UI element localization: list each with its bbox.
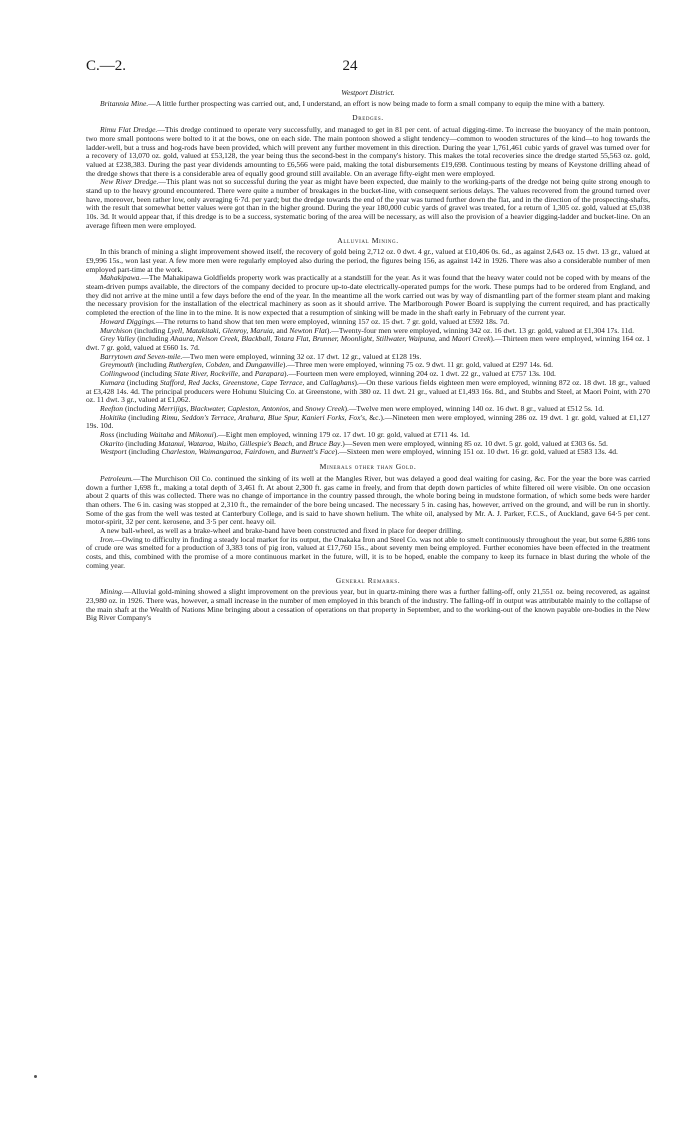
last-place-text: Newton Flat [289, 325, 327, 335]
rimu-text: —This dredge continued to operate very successfully, and managed to get in 81 per cent. of actual digging-time. To increase the buoyancy of the main pontoon, two more small pontoons were bolted to it at the bows, one on each side. The main pontoon showed a slight tendency—common to wooden structures of the kind—to hog towards the ladder-well, but a truss and hog-rods have been provided, which will prevent any further movement in this direction. During the year 1,761,461 cubic yards of gravel was turned over for a recovery of 13,070 oz. gold, valued at £53,128, the year being thus the second-best in the company's history. This makes the total recoveries since the dredge started 55,563 oz. gold, valued at £238,383. During the past year dividends amounting to £6,566 were paid, making the total disbursements £19,698. Continuous testing by means of Keystone drilling ahead of the dredge shows that there is a considerable area of equally good ground still available. On an average fifty-eight men were employed. [86, 125, 651, 178]
district-name: Murchison [100, 325, 133, 335]
including-text: (including [133, 360, 169, 370]
including-text: (including [123, 403, 158, 413]
barrytown-lead: Barrytown and Seven-mile. [100, 351, 183, 361]
mining-paragraph [86, 588, 650, 623]
page-body [86, 89, 650, 623]
alluvial-heading: Alluvial Mining. [337, 235, 399, 245]
last-place-text: Mikonui [188, 430, 214, 440]
mahakipawa-text: —The Mahakipawa Goldfields property work was practically at a standstill for the year. As it was found that the heavy water could not be coped with by means of the steam-driven pumps available, the directors of the company decided to procure up-to-date electrically-operated pumps for the work. These pumps had to be ordered from England, and they did not arrive at the mine until a few days before the end of the year. In the meantime all the work carried out was by way of dismantling part of the former steam plant and making the necessary provision for the installation of the electrical machinery as soon as it should arrive. The Marlborough Power Board is supplying the current required, and has practically completed the erection of the line in to the mine. It is now expected that a resumption of sinking will be made in the shaft early in February of the current year. [86, 273, 650, 318]
places-text: Rutherglen, Cobden, [168, 360, 231, 370]
result-text: .)—Seven men were employed, winning 85 oz. 10 dwt. 5 gr. gold, valued at £303 6s. 5d. [340, 438, 608, 448]
including-text: (including [114, 430, 150, 440]
result-text: ).—Twelve men were employed, winning 140 oz. 16 dwt. 8 gr., valued at £512 5s. 1d. [344, 403, 605, 413]
places-text: Matanui, Wataroa, Waiho, Gillespie's Beach, [158, 438, 295, 448]
including-text: (including [124, 377, 161, 387]
document-code: C.—2. [86, 58, 127, 74]
petroleum-text: —The Murchison Oil Co. continued the sinking of its well at the Mangles River, but was delayed a good deal waiting for casing, &c. For the year the bore was carried down a further 1,698 ft., making a total depth of 3,461 ft. At about 2,300 ft. gas came in freely, and from that depth down particles of white filtered oil were visible. On one occasion about 2 quarts of this was collected. There was no change of importance in the country passed through, the whole boring being in mudstone formation, of which some beds were harder than others. The 6 in. casing was stopped at 2,310 ft., the remainder of the bore being uncased. The necessary 5 in. casing has, however, arrived on the ground, and will be run in shortly. Some of the gas from the well was tested at Canterbury College, and is said to have shown helium. The white oil, analysed by Mr. A. J. Parker, F.C.S., of Auckland, gave 64·5 per cent. motor-spirit, 32 per cent. kerosene, and 3·5 per cent. heavy oil. [86, 473, 650, 527]
page-number: 24 [342, 58, 358, 74]
places-text: Lyell, Matakitaki, Glenroy, Maruia, [167, 325, 275, 335]
last-place-text: Dunganville [245, 360, 283, 370]
district-name: Reefton [100, 403, 124, 413]
mahakipawa-paragraph [86, 274, 650, 318]
petroleum-lead: Petroleum. [100, 473, 134, 483]
places-text: Stafford, Red Jacks, Greenstone, Cape Terrace, [160, 377, 305, 387]
rimu-paragraph [86, 126, 650, 178]
district-name: Greymouth [100, 360, 134, 370]
iron-lead: Iron. [100, 534, 115, 544]
general-heading: General Remarks. [335, 575, 401, 585]
last-place-text: Callaghans [319, 377, 355, 387]
mining-lead: Mining. [100, 587, 124, 597]
iron-text: —Owing to difficulty in finding a steady local market for its output, the Onakaka Iron and Steel Co. was not able to smelt continuously throughout the year, but some 6,886 tons of crude ore was smelted for a production of 3,383 tons of pig iron, valued at £17,760 15s., about seventy men being employed. Further economies have been effected in the treatment costs, and this, combined with the promise of a more continuous market in the future, will, it is to be hoped, enable the company to keep its furnace in blast during the whole of the coming year. [86, 534, 650, 570]
and-text: and [274, 325, 290, 335]
margin-dot [34, 1075, 37, 1078]
including-text: (including [123, 438, 159, 448]
and-text: and [294, 438, 309, 448]
places-text: Merrijigs, Blackwater, Capleston, Antonios, [157, 403, 291, 413]
ballwheel-paragraph: A new ball-wheel, as well as a brake-wheel and brake-band have been constructed and fixed in place for deeper drilling. [100, 526, 463, 536]
newriver-lead: New River Dredge. [100, 177, 159, 187]
result-text: ).—Three men were employed, winning 75 oz. 9 dwt. 11 gr. gold, valued at £297 14s. 6d. [282, 360, 553, 370]
district-name: Kumara [100, 377, 125, 387]
barrytown-text: —Two men were employed, winning 32 oz. 17 dwt. 12 gr., valued at £128 19s. [182, 351, 422, 361]
result-text: ).—Thirteen men were employed, winning 164 oz. 1 dwt. 7 gr. gold, valued at £660 1s. 7d. [86, 334, 650, 352]
including-text: (including [132, 325, 168, 335]
including-text: (including [135, 334, 171, 344]
result-text: ).—On these various fields eighteen men were employed, winning 872 oz. 18 dwt. 18 gr., valued at £3,428 14s. 4d. The principal producers were Hohunu Sluicing Co. at Greenstone, with 380 oz. 11 dwt. 21 gr., valued at £1,493 16s. 8d., and Stubbs and Steel, at Maori Point, with 270 oz. 11 dwt. 3 gr., valued at £1,062. [86, 377, 650, 405]
last-place-text: Parapara [254, 369, 285, 379]
last-place-text: Maori Creek [451, 334, 491, 344]
result-text: ).—Twenty-four men were employed, winning 342 oz. 16 dwt. 13 gr. gold, valued at £1,304 17s. 11d. [326, 325, 634, 335]
westport-paragraph [86, 448, 650, 457]
result-text: ).—Fourteen men were employed, winning 204 oz. 1 dwt. 22 gr., valued at £757 13s. 10d. [284, 369, 556, 379]
and-text: and [173, 430, 189, 440]
district-name: Ross [100, 430, 115, 440]
last-place-text: Bruce Bay [308, 438, 341, 448]
britannia-text: —A little further prospecting was carried out, and, I understand, an effort is now being made to form a small company to equip the mine with a battery. [148, 98, 605, 108]
britannia-paragraph [86, 100, 650, 109]
and-text: and [230, 360, 246, 370]
britannia-lead: Britannia Mine. [100, 98, 149, 108]
and-text: and [436, 334, 452, 344]
places-text: Charleston, Waimangaroa, Fairdown, [161, 447, 277, 457]
district-name: Collingwood [100, 369, 139, 379]
howard-text: —The returns to hand show that ten men were employed, winning 157 oz. 15 dwt. 7 gr. gold, valued at £592 18s. 7d. [155, 316, 510, 326]
newriver-text: —This plant was not so successful during the year as might have been expected, due mainly to the working-parts of the dredge not being quite strong enough to stand up to the heavy ground encountered. There were quite a number of breakages in the bucket-line, with consequent serious delays. The values recovered from the ground turned over have, moreover, been rather low, only averaging 6·7d. per yard; but the dredge towards the end of the year was turned further down the flat, and in the direction of the prospecting-shafts, with the result that somewhat better values were got than in the higher ground. During the year 180,000 cubic yards of gravel was treated, for a return of 1,305 oz. gold, valued at £5,038 10s. 3d. It would appear that, if this dredge is to be a success, systematic boring of the area will be necessary, as will also the provision of a heavier digging-ladder and bucket-line. On an average fifteen men were employed. [86, 177, 650, 230]
including-text: (including [126, 412, 162, 422]
petroleum-paragraph [86, 475, 650, 527]
mining-text: —Alluvial gold-mining showed a slight improvement on the previous year, but in quartz-mining there was a further falling-off, only 21,551 oz. being recovered, as against 23,980 oz. in 1926. There was, however, a small increase in the number of men employed in this branch of the industry. The falling-off in output was attributable mainly to the collapse of the main shaft at the Wealth of Nations Mine bringing about a cessation of operations on that property in September, and to the working-out of the known payable ore-bodies in the New Big River Company's [86, 587, 650, 623]
dredges-heading: Dredges. [352, 113, 384, 123]
district-name: Westport [100, 447, 127, 457]
places-text: Rimu, Seddon's Terrace, Arahura, Blue Spur, Kanieri Forks, Fox's, [161, 412, 367, 422]
howard-lead: Howard Diggings. [100, 316, 156, 326]
including-text: (including [126, 447, 162, 457]
kumara-paragraph [86, 379, 650, 405]
page-header [86, 58, 614, 78]
result-text: ).—Nineteen men were employed, winning 286 oz. 19 dwt. 1 gr. gold, valued at £1,127 19s. 10d. [86, 412, 650, 431]
mahakipawa-lead: Mahakipawa. [100, 273, 142, 283]
last-place-text: Snowy Creek [305, 403, 345, 413]
newriver-paragraph [86, 178, 650, 230]
district-name: Grey Valley [100, 334, 136, 344]
result-text: ).—Eight men employed, winning 179 oz. 17 dwt. 10 gr. gold, valued at £711 4s. 1d. [213, 430, 470, 440]
result-text: ).—Sixteen men were employed, winning 151 oz. 10 dwt. 16 gr. gold, valued at £583 13s. 4d. [334, 447, 618, 457]
district-name: Okarito [100, 438, 124, 448]
places-text: Slate River, Rockville, [173, 369, 241, 379]
places-text: Waitaha [149, 430, 174, 440]
rimu-lead: Rimu Flat Dredge. [100, 125, 158, 135]
last-place-text: Burnett's Face [290, 447, 335, 457]
last-place-text: &c. [369, 412, 381, 422]
including-text: (including [139, 369, 174, 379]
and-text: and [304, 377, 320, 387]
places-text: Ahaura, Nelson Creek, Blackball, Totara Flat, Brunner, Moonlight, Stillwater, Waipuna, [170, 334, 437, 344]
district-heading: Westport District. [341, 88, 395, 97]
minerals-heading: Minerals other than Gold. [319, 462, 417, 472]
and-text: and [240, 369, 255, 379]
alluvial-intro: In this branch of mining a slight improvement showed itself, the recovery of gold being 2,712 oz. 0 dwt. 4 gr., valued at £10,406 0s. 6d., as against 2,643 oz. 15 dwt. 13 gr., valued at £9,996 15s., won last year. A few more men were regularly employed also during the period, the figures being 156, as against 142 in 1926. There was also a considerable number of men employed part-time at the work. [86, 247, 650, 274]
district-name: Hokitika [100, 412, 126, 422]
hokitika-paragraph [86, 414, 650, 431]
greyvalley-paragraph [86, 335, 650, 352]
iron-paragraph [86, 536, 650, 571]
and-text: and [276, 447, 291, 457]
and-text: and [290, 403, 306, 413]
